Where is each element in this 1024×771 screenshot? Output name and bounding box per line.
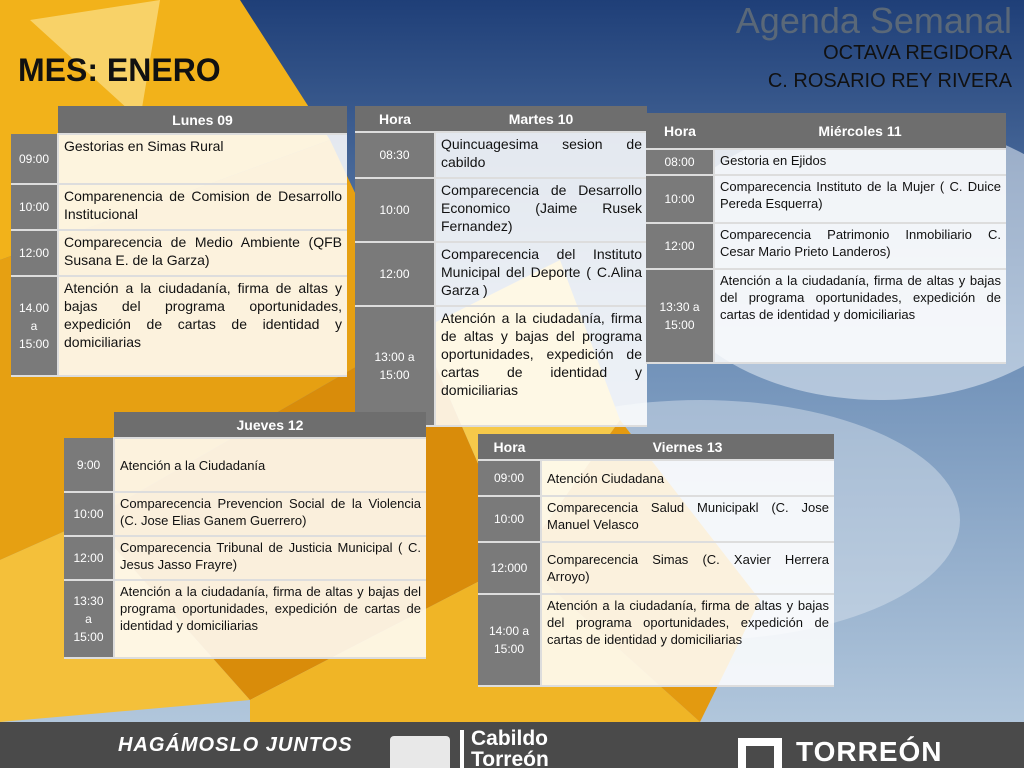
event-cell: Comparecencia Patrimonio Inmobiliario C. Cesar Mario Prieto Landeros) bbox=[714, 223, 1006, 269]
day-header: Martes 10 bbox=[435, 106, 647, 132]
time-cell: 08:30 bbox=[355, 132, 435, 178]
event-cell: Atención a la ciudadanía, firma de altas y bajas del programa oportunidades, expedición de cartas de identidad y domiciliarias bbox=[714, 269, 1006, 363]
event-cell: Atención a la ciudadanía, firma de altas y bajas del programa oportunidades, expedición de cartas de identidad y domiciliarias bbox=[541, 594, 834, 686]
event-cell: Atención a la ciudadanía, firma de altas y bajas del programa oportunidades, expedición de cartas de identidad y domiciliarias bbox=[114, 580, 426, 658]
month-label: MES: ENERO bbox=[18, 52, 221, 88]
cabildo-torreon-logo: Cabildo Torreón bbox=[471, 727, 549, 771]
time-cell: 12:00 bbox=[64, 536, 114, 580]
event-cell: Comparecencia del Instituto Municipal del Deporte ( C.Alina Garza ) bbox=[435, 242, 647, 306]
divider-line bbox=[460, 730, 464, 768]
time-cell: 09:00 bbox=[11, 134, 58, 184]
event-cell: Atención a la ciudadanía, firma de altas y bajas del programa oportunidades, expedición de cartas de identidad y domiciliarias bbox=[435, 306, 647, 426]
time-cell: 09:00 bbox=[478, 460, 541, 496]
thursday-table bbox=[64, 412, 426, 659]
footer-bar bbox=[0, 722, 1024, 771]
subtitle-role: OCTAVA REGIDORA bbox=[823, 42, 1012, 64]
time-cell: 14:00 a 15:00 bbox=[478, 594, 541, 686]
event-cell: Comparecencia de Desarrollo Economico (Jaime Rusek Fernandez) bbox=[435, 178, 647, 242]
blank-header-cell bbox=[64, 412, 114, 438]
event-cell: Atención a la Ciudadanía bbox=[114, 438, 426, 492]
time-cell: 10:00 bbox=[478, 496, 541, 542]
time-cell: 10:00 bbox=[646, 175, 714, 223]
time-cell: 08:00 bbox=[646, 149, 714, 175]
time-cell: 13:30 a 15:00 bbox=[64, 580, 114, 658]
event-cell: Comparecencia Salud Municipakl (C. Jose Manuel Velasco bbox=[541, 496, 834, 542]
day-header: Jueves 12 bbox=[114, 412, 426, 438]
torreon-logo: TORREÓN bbox=[796, 736, 943, 767]
event-cell: Comparenencia de Comision de Desarrollo Institucional bbox=[58, 184, 347, 230]
event-cell: Atención a la ciudadanía, firma de altas y bajas del programa oportunidades, expedición de cartas de identidad y domiciliarias bbox=[58, 276, 347, 376]
event-cell: Comparecencia de Medio Ambiente (QFB Susana E. de la Garza) bbox=[58, 230, 347, 276]
time-cell: 12:00 bbox=[646, 223, 714, 269]
time-cell: 12:000 bbox=[478, 542, 541, 594]
coat-of-arms-icon bbox=[390, 736, 450, 768]
hour-header: Hora bbox=[355, 106, 435, 132]
event-cell: Comparecencia Tribunal de Justicia Municipal ( C. Jesus Jasso Frayre) bbox=[114, 536, 426, 580]
time-cell: 12:00 bbox=[355, 242, 435, 306]
time-cell: 13:30 a 15:00 bbox=[646, 269, 714, 363]
event-cell: Gestorias en Simas Rural bbox=[58, 134, 347, 184]
time-cell: 9:00 bbox=[64, 438, 114, 492]
time-cell: 10:00 bbox=[355, 178, 435, 242]
event-cell: Quincuagesima sesion de cabildo bbox=[435, 132, 647, 178]
day-header: Viernes 13 bbox=[541, 434, 834, 460]
event-cell: Atención Ciudadana bbox=[541, 460, 834, 496]
event-cell: Gestoria en Ejidos bbox=[714, 149, 1006, 175]
blank-header-cell bbox=[11, 106, 58, 134]
hour-header: Hora bbox=[478, 434, 541, 460]
time-cell: 13:00 a 15:00 bbox=[355, 306, 435, 426]
friday-table bbox=[478, 434, 834, 687]
event-cell: Comparecencia Prevencion Social de la Violencia (C. Jose Elias Ganem Guerrero) bbox=[114, 492, 426, 536]
time-cell: 12:00 bbox=[11, 230, 58, 276]
time-cell: 10:00 bbox=[11, 184, 58, 230]
hagamoslo-juntos-logo: HAGÁMOSLO JUNTOS bbox=[118, 734, 353, 756]
hour-header: Hora bbox=[646, 113, 714, 149]
day-header: Miércoles 11 bbox=[714, 113, 1006, 149]
time-cell: 10:00 bbox=[64, 492, 114, 536]
event-cell: Comparecencia Simas (C. Xavier Herrera Arroyo) bbox=[541, 542, 834, 594]
tuesday-table bbox=[355, 106, 647, 427]
subtitle-name: C. ROSARIO REY RIVERA bbox=[767, 70, 1012, 92]
event-cell: Comparecencia Instituto de la Mujer ( C. Duice Pereda Esquerra) bbox=[714, 175, 1006, 223]
wednesday-table bbox=[646, 113, 1006, 364]
page-title: Agenda Semanal bbox=[735, 0, 1012, 41]
monday-table bbox=[11, 106, 347, 377]
time-cell: 14.00 a 15:00 bbox=[11, 276, 58, 376]
day-header: Lunes 09 bbox=[58, 106, 347, 134]
torreon-square-icon bbox=[738, 738, 782, 768]
